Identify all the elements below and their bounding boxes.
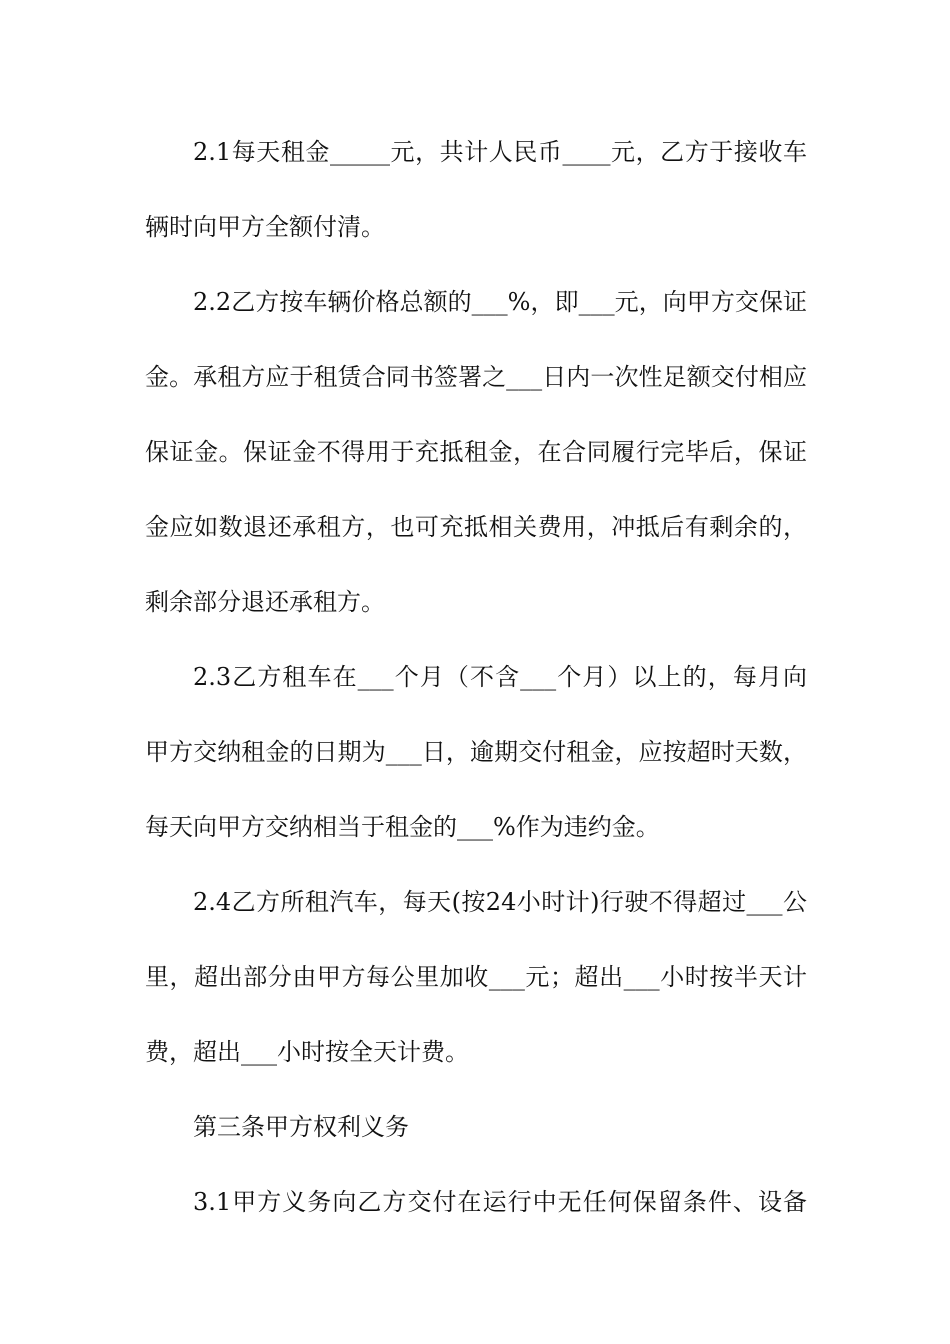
clause-2-1-line-2: 辆时向甲方全额付清。: [145, 213, 385, 241]
clause-2-2-line-5: 剩余部分退还承租方。: [145, 588, 385, 616]
clause-2-3-line-3: 每天向甲方交纳相当于租金的___%作为违约金。: [145, 813, 660, 841]
clause-2-2-line-2: 金。承租方应于租赁合同书签署之___日内一次性足额交付相应: [145, 363, 807, 391]
clause-2-2-line-4: 金应如数退还承租方，也可充抵相关费用，冲抵后有剩余的，: [145, 513, 807, 541]
clause-2-1-line-1: 2.1每天租金_____元，共计人民币____元，乙方于接收车: [193, 138, 807, 166]
clause-2-3-line-2: 甲方交纳租金的日期为___日，逾期交付租金，应按超时天数，: [145, 738, 807, 766]
clause-2-2-line-1: 2.2乙方按车辆价格总额的___%，即___元，向甲方交保证: [193, 288, 807, 316]
clause-2-3-line-1: 2.3乙方租车在___个月（不含___个月）以上的，每月向: [193, 663, 807, 691]
clause-2-4-line-3: 费，超出___小时按全天计费。: [145, 1038, 469, 1066]
section-heading-article-3: 第三条甲方权利义务: [193, 1113, 409, 1141]
clause-2-2-line-3: 保证金。保证金不得用于充抵租金，在合同履行完毕后，保证: [145, 438, 807, 466]
clause-2-4-line-1: 2.4乙方所租汽车，每天(按24小时计)行驶不得超过___公: [193, 888, 807, 916]
clause-3-1-line-1: 3.1甲方义务向乙方交付在运行中无任何保留条件、设备: [193, 1188, 807, 1216]
clause-2-4-line-2: 里，超出部分由甲方每公里加收___元；超出___小时按半天计: [145, 963, 807, 991]
